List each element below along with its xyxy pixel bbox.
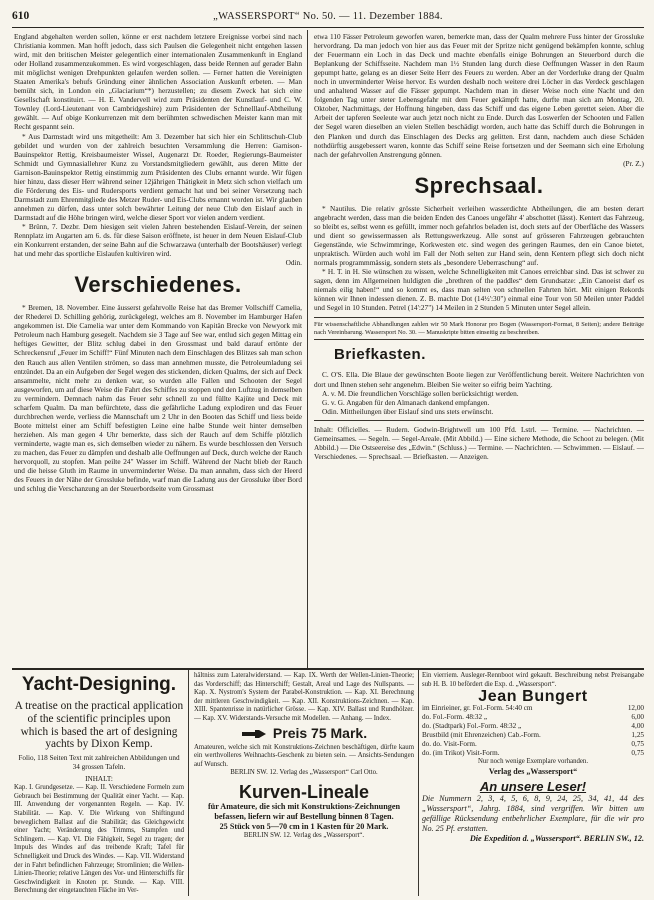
ad-contents-label: INHALT: (85, 775, 113, 784)
ad-lead: A treatise on the practical application of the scientific principles upon which is based the art of designing yachts by Dixon Kemp. (14, 700, 184, 751)
ad-yacht-designing (14, 672, 184, 894)
price-row: im Einrieiner, gr. Fol.-Form. 54:40 cm 12,00 (422, 704, 644, 713)
price-label: Preis 75 Mark. (272, 725, 368, 742)
ad-publisher: BERLIN SW. 12. Verlag des „Wassersport“. (243, 831, 365, 839)
ad-leser-text: Die Nummern 2, 3, 4, 5, 6, 8, 9, 24, 25, 34, 41, 44 des „Wassersport“, Jahrg. 1884, sind vergriffen. Wir bitten um gefällige Rücksendung entbehrlicher Exemplare, für die wir pro No. 25 Pf. erstatten. (422, 793, 644, 833)
sprechsaal-item: * H. T. in H. Sie wünschen zu wissen, welche Schnelligkeiten mit Canoes erreichbar sind. Das ist schwer zu sagen, denn im Allgemeinen huldigten die „brethren of the paddles“ dem Grundsatze: „Ein Canoeist darf es niemals eilig haben!“ und so kommt es, dass man selten von schnellen Fahrten hört. Mit einigen Rekords können wir Ihnen indessen dienen. Z. B. machte Dot (14½':30") einmal eine Tour von 50 Meilen unter Paddel und Segel in 10 Stunden. Petrel (14':27") 14 Meilen in 2 Stunden 5 Minuten unter Segel allein. (314, 267, 644, 313)
price-row: do. do. Visit-Form. 0,75 (422, 740, 644, 749)
article-paragraph: * Bremen, 18. November. Eine äusserst gefahrvolle Reise hat das Bremer Vollschiff Camelia, der Rhederei D. Schilling gehörig, zurückgelegt, welches am 8. November im Hamburger Hafen angekommen ist. Die Camelia war unter dem Kommando von Kapitän Brecke von Newyork mit Petroleum nach Hamburg gesegelt. Nachdem sie 3 Tage auf See war, entlud sich gegen Mittag ein heftiges Gewitter, der Blitz schlug dabei in den Grossmast und bald darauf ertönte der Schreckensruf „Feuer im Schiff!“ Fünf Minuten nach dem Einschlagen des Blitzes sah man schon den Rauch aus allen Ventilen strömen, so dass man annehmen musste, die Petroleumladung sei entzündet. Da an ein Aufgeben der Segel wegen des stickenden, dicken Qualms, der sich auf Deck ansammelte, nicht mehr zu denken war, so wurden alle Fallen und Schooten der Segel ausgeworfen, um auf diese Weise die Fahrt des Schiffes zu stoppen und den Luftzug in demselben zu vermindern. Demnach nahm das Feuer sehr schnell zu und füllte Kajüte und Deck mit scharfem Qualm. Da man befürchtete, dass die gefährliche Ladung explodiren und das Feuer durchbrechen werde, verliess die Mannschaft um 2 Uhr in den Booten das Schiff und liess beide Boote mittelst einer am Schiff befestigten Leine eine halbe Stunde weit hinter demselben herziehen. Als man gegen 4 Uhr bemerkte, dass sich der Rauch auf dem Schiffe plötzlich verminderte, wagte man es, sich demselben wieder zu nähern. Es wurde beschlossen den Versuch zu machen, das Feuer zu dämpfen und deshalb alle Oeffnungen auf Deck, durch welche der Rauch hervorquoll, zu stopfen. Man peilte 24" Wasser im Schiff. Während der Nacht blieb der Rauch und die heisse Gluth im Raume in unverminderter Weise. Da man annahm, dass sich der Heerd des Feuers in der Nähe der Grossluke befinde, warf man die Ladung aus der Grossluke über Bord und schlug die Verschanzung an der Steuerbordseite vom Grossmast (14, 303, 302, 494)
article-paragraph: etwa 110 Fässer Petroleum geworfen waren, bemerkte man, dass der Qualm mehrere Fuss hinter der Grossluke hervordrang. Da man jedoch von hier aus das Feuer mit der Spritze nicht genügend bekämpfen konnte, schlug der Feuermann ein Loch in das Deck und machte ebenfalls einige Bohrungen an Steuerbord durch die Beplankung der Schiffsseite. Nachdem man 1½ Stunden lang durch diese Oeffnungen Wasser in den Raum gepumpt hatte, gelang es an dieser Seite Herr des Feuers zu werden. Aber an der Vorderluke drang der Qualm noch in unverminderter Weise hervor. Es wurden deshalb noch weitere drei Löcher in das Verdeck geschlagen und anhaltend Wasser auf die Fässer gepumpt. Nachdem man in dieser Weise noch eine Nacht und den folgenden Tag unter steter Lebensgefahr mit dem Feuer gekämpft hatte, durfte man sich am Montag, 20. Oktober, Nachmittags, der Hoffnung hingeben, dass das Schiff und das eigene Leben gerettet seien. Aber die Arbeit der tapferen Seeleute war auch jetzt noch nicht zu Ende. Durch das Loswerfen der Schooten und Fallen der Segel waren dieselben an vielen Stellen beschädigt worden, auch hatte das Schiff durch die Bohrungen in den Planken und durch das Einschlagen des Decks arg gelitten. Erst dann, nachdem auch diese Schäden nothdürftig ausgebessert waren, konnte das Schiff seine Reise fortsetzen und der Seemann sich eine Erholung nach der gefahrvollen Anstrengung gönnen. (314, 32, 644, 159)
section-title-briefkasten: Briefkasten. (334, 346, 426, 364)
ad-middle (194, 672, 414, 894)
article-paragraph: * Brünn, 7. Dezbr. Dem hiesigen seit vielen Jahren bestehenden Eislauf-Verein, der seinen Rennplatz im Augarten am 6. ds. für diese Saison eröffnete, ist heuer in dem Neuen Eislauf-Club ein Konkurrent erstanden, der seine Bahn auf die Schwarzawa (unterhalb der Bootshäuser) verlegt hat und mehr das sportliche Eislaufen kultiviren wird. (14, 221, 302, 259)
left-column (14, 32, 302, 664)
price-row: do. Fol.-Form. 48:32 „ 6,00 (422, 713, 644, 722)
price-row: do. (im Trikot) Visit-Form. 0,75 (422, 749, 644, 758)
briefkasten-item: A. v. M. Die freundlichen Vorschläge sollen berücksichtigt werden. (322, 388, 519, 398)
ad-publisher: BERLIN SW. 12. Verlag des „Wassersport“ Carl Otto. (230, 769, 378, 777)
section-title-sprechsaal: Sprechsaal. (414, 172, 544, 198)
header-rule (12, 27, 644, 28)
ad-kurven-title: Kurven-Lineale (238, 781, 370, 802)
ads-column-divider (418, 670, 419, 896)
signature-odin: Odin. (285, 258, 302, 268)
section-title-verschiedenes: Verschiedenes. (74, 272, 242, 298)
signature-pr-z: (Pr. Z.) (623, 158, 644, 168)
ad-publisher: Verlag des „Wassersport“ (488, 766, 578, 776)
article-paragraph: * Aus Darmstadt wird uns mitgetheilt: Am 3. Dezember hat sich hier ein Schlittschuh-Club gebildet und wurden von der zahlreich besuchten Versammlung die Herren: Garnison-Bauinspektor Rettig, Kreisbaumeister Wissel, Augenarzt Dr. Roeder, Regierungs-Baumeister Schmidt und Gymnasiallehrer Kunz zu Vorstandsmitgliedern gewählt, aus deren Mitte der Garnison-Bauinspektor Rettig einstimmig zum Präsidenten des Clubs ernannt wurde. Wir fügen hier hinzu, dass dieser Herr während seiner 12jährigen Thätigkeit in Metz sich schon vielfach um die Förderung des Eis- und Rudersports verdient gemacht hat und bei seiner Versetzung nach Darmstadt zum Ehrenmitgliede des Metzer Ruder- und Eis-Clubs ernannt worden ist. Wir glauben annehmen zu dürfen, dass unter solch bewährter Leitung der neue Club den Eislauf auch in Darmstadt auf die Höhe bringen wird, welche dieser Sport vor vielen andern verdient. (14, 131, 302, 222)
right-column (314, 32, 644, 664)
price-list (422, 704, 644, 758)
ad-boat-wanted: Ein vierriem. Ausleger-Rennboot wird gekauft. Beschreibung nebst Preisangabe sub H. B. 10 befördert die Exp. d. „Wassersport“. (422, 672, 644, 688)
sprechsaal-item: * Nautilus. Die relativ grösste Sicherheit verleihen wasserdichte Abtheilungen, die am besten derart angebracht werden, dass man die beiden Enden des Canoes ungefähr 4' abschottet (lässt). Kentert das Fahrzeug, so bleibt es, selbst wenn es gefüllt, immer noch gefahrlos beladen ist, doch stets auf der Oberfläche des Wassers und dient so gewissermassen als Rettungswerkzeug. Alle sonst auf grösseren Fahrzeugen gebrauchten Gegenstände, wie Schwimmringe, Korkwesten etc. sind wegen des geringen Raumes, den ein Canoe bietet, unpraktisch. Würden auch wohl im Fall der Noth selten zur Hand sein, denn Kentern pflegt sich doch nicht normals programmmässig, sondern stets als „besondere Ueberraschung“ auf. (314, 203, 644, 267)
table-of-contents: Inhalt: Officielles. — Rudern. Godwin-Brightwell um 100 Pfd. Lstrl. — Termine. — Nachrichten. — Gemeinsames. — Segeln. — Segel-Areale. (Mit Abbild.) — Eine sichere Methode, die Schoot zu belegen. (Mit Abbild.) — Die Ostseereise des „Edwin.“ (Schluss.) — Termine. — Nachrichten. — Schwimmen. — Eislauf. — Verschiedenes. — Sprechsaal. — Briefkasten. — Anzeigen. (314, 420, 644, 461)
ad-contents-continued: hältniss zum Lateralwiderstand. — Kap. IX. Werth der Wellen-Linien-Theorie; das Vorderschiff; das Hinterschiff; Gestalt, Areal und Lage des Nullspants. — Kap. X. Nystrom's System der Parabel-Konstruktion. — Kap. XI. Berechnung der mittleren Geschwindigkeit. — Kap. XII. Konstruktions-Zeichnen. — Kap. XIII. Spantenrisse in natürlicher Grösse. — Kap. XIV. Ballast und Rundhölzer. — Kap. XV. Widerstands-Versuche mit Modellen. — Anhang. — Index. (194, 672, 414, 722)
ads-divider-rule (12, 668, 644, 670)
ad-availability-note: Nur noch wenige Exemplare vorhanden. (477, 758, 589, 766)
briefkasten-item: G. v. G. Angaben für den Almanach dankend empfangen. (322, 397, 490, 407)
ad-leser-title: An unsere Leser! (479, 778, 587, 794)
column-divider (307, 30, 308, 670)
price-row: do. (Stadtpark) Fol.-Form. 48:32 „ 4,00 (422, 722, 644, 731)
ad-kurven-price: 25 Stück von 5—70 cm in 1 Kasten für 20 Mark. (219, 821, 389, 831)
briefkasten-item: C. O'S. Ella. Die Blaue der gewünschten Boote liegen zur Veröffentlichung bereit. Weitere Nachrichten von dort und Ihnen stehen sehr angenehm. Bleiben Sie weiter so eifrig beim Yachting. (314, 370, 644, 389)
article-paragraph: England abgehalten werden sollen, könne er erst nachdem letztere Ereignisse vorbei sind nach Christiania kommen. Man hofft jedoch, dass sich Paulsen die Gelegenheit nicht entgehen lassen wird, mit den britischen Meister gelegentlich einer internationalen Zusammenkunft in England oder Holland zusammenzukommen. Es wird vorgeschlagen, dass beide Rennen auf gerader Bahn mit möglichst wenigen Drehpunkten gelaufen werden sollen. — Ferner hatten die Vereinigten Staaten Amerika's behufs Gründung einer ähnlichen Association Auskunft erbeten. — Man bemüht sich, in London ein „Glaciarium“*) herzustellen; zu diesem Zweck hat sich eine Gesellschaft konstituirt. — H. E. Vandervell wird zum Präsidenten der Kunstlauf- und C. W. Townley (Lord-Lieutenant von Cambridgeshire) zum Präsidenten der Schnelllauf-Abtheilung gewählt. — Auf obige Konkurrenzen mit dem berühmten schwedischen Meister kann man mit Recht gespannt sein. (14, 32, 302, 132)
page-header (12, 10, 644, 26)
journal-title-line: „WASSERSPORT“ No. 50. — 11. Dezember 1884. (213, 11, 443, 22)
honorar-note: Für wissenschaftliche Abhandlungen zahlen wir 50 Mark Honorar pro Bogen (Wassersport-Format, 8 Seiten); andere Beiträge nach Vereinbarung. Wassersport No. 30. — Manuskripte bitten einseitig zu beschreiben. (314, 317, 644, 340)
ad-gift-text: Amateuren, welche sich mit Konstruktions-Zeichnen beschäftigen, dürfte kaum ein werthvolleres Weihnachts-Geschenk zu bieten sein. — Ansichts-Sendungen auf Wunsch. (194, 743, 414, 768)
price-row: Brustbild (mit Ehrenzeichen) Cab.-Form. 1,25 (422, 731, 644, 740)
ad-bungert-name: Jean Bungert (478, 688, 588, 706)
ad-kurven-sub: für Amateure, die sich mit Konstruktions-Zeichnungen befassen, liefern wir auf Bestellung binnen 8 Tagen. (207, 801, 401, 821)
briefkasten-item: Odin. Mittheilungen über Eislauf sind uns stets erwünscht. (322, 406, 494, 416)
ad-publication-info: Folio, 118 Seiten Text mit zahlreichen Abbildungen und 34 grossen Tafeln. (18, 754, 180, 772)
price-line (194, 725, 414, 742)
page-number: 610 (12, 10, 30, 22)
ad-contents-body: Kap. I. Grundgesetze. — Kap. II. Verschiedene Formeln zum Gebrauch bei Bestimmung der Qualität einer Yacht. — Kap. III. Anwendung der vorgenannten Regeln. — Kap. IV. Stabilität. — Kap. V. Die Wirkung von Shiftingund beweglichem Ballast auf die Stabilität; das Gleichgewicht einer Yacht; Veränderung des Trimms, Stampfen und Schlingern. — Kap. VI. Die Fähigkeit, Segel zu tragen; der Impuls des Windes auf das treibende Kraft; Tafel für Schnelligkeit und Druck des Windes. — Kap. VII. Widerstand der in Fahrt befindlichen Fahrzeuge; Stromlinien; die Wellen-Linien-Theorie; relative Längen des Vor- und Hinterschiffs für Geschwindigkeit in Knoten pr. Stunde. — Kap. VIII. Berechnung der eingetauchten Fläche im Ver- (14, 784, 184, 894)
ad-right (422, 672, 644, 894)
pointing-hand-icon (241, 728, 267, 740)
ad-leser-signature: Die Expedition d. „Wassersport“. BERLIN SW., 12. (469, 833, 644, 843)
ad-title: Yacht-Designing. (21, 674, 177, 695)
ads-column-divider (188, 670, 189, 896)
